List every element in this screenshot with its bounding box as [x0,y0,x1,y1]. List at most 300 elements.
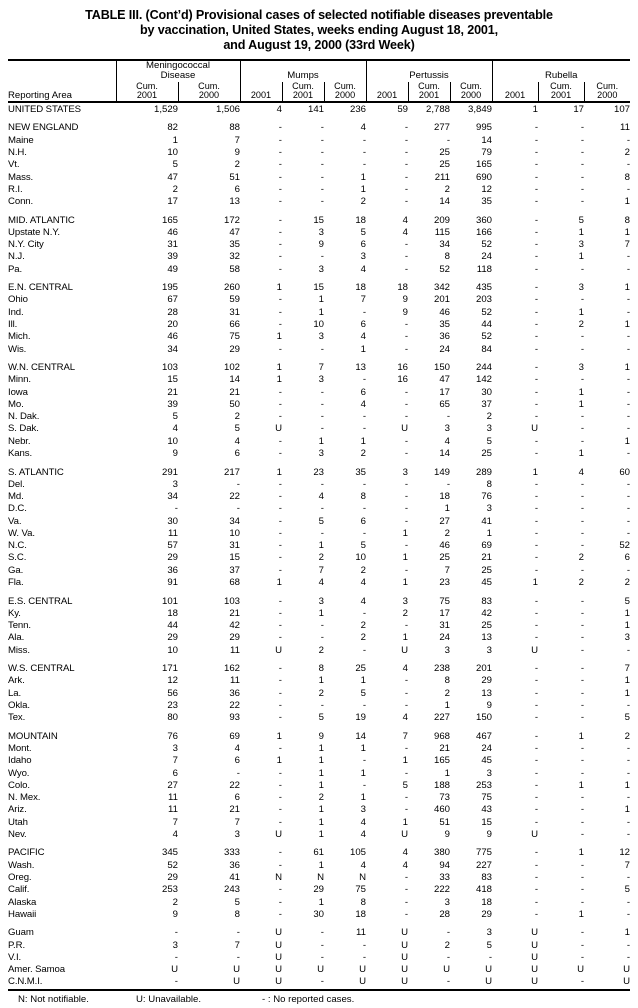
row-value-cell: 23 [439,577,451,589]
table-row [8,374,630,386]
row-value-cell: 94 [439,859,451,871]
row-value-cell: 1 [318,540,324,552]
row-value-cell: - [534,816,539,828]
row-value-cell: 36 [229,859,240,871]
row-value-cell: - [580,595,585,607]
column-group-mumps: Mumps [240,60,366,82]
row-value-cell: 203 [476,294,493,306]
row-value-cell: 460 [434,804,451,816]
row-value-cell: - [488,951,493,963]
row-value-cell: 3 [402,466,409,478]
row-value-cell: - [404,196,409,208]
row-value-cell: 6 [624,552,631,564]
row-value-cell: 10 [355,552,367,564]
row-value-cell: 2 [360,632,367,644]
row-value-cell: 15 [313,282,324,294]
row-value-cell: 1 [318,306,324,318]
row-value-cell: - [116,976,178,989]
row-value-cell: - [534,859,539,871]
row-value-cell: - [278,239,282,251]
row-value-cell: 13 [481,632,493,644]
row-value-cell: - [580,527,585,539]
row-value-cell: 1 [318,804,324,816]
footnote-no-reported-cases: - : No reported cases. [262,993,355,1005]
row-value-cell: 14 [439,448,451,460]
row-value-cell: 35 [355,466,367,478]
header-col-mumps-2001: 2001 [240,82,282,102]
row-value-cell: 46 [167,331,178,343]
row-reporting-area: Alaska [8,896,37,908]
row-value-cell: 28 [167,306,178,318]
row-value-cell: - [534,663,539,675]
row-value-cell: 1 [402,816,409,828]
row-value-cell: - [278,632,282,644]
row-value-cell: 3 [318,374,324,386]
row-value-cell: - [320,196,324,208]
row-value-cell: - [278,620,282,632]
row-reporting-area: D.C. [8,503,27,515]
row-value-cell: 6 [172,767,178,779]
row-reporting-area: Ohio [8,294,28,306]
row-value-cell: U [450,976,492,989]
row-value-cell: - [278,742,282,754]
row-value-cell: - [580,134,585,146]
row-value-cell: 25 [439,147,451,159]
table-row [8,196,630,208]
row-value-cell: - [626,478,631,490]
row-value-cell: - [580,804,585,816]
row-value-cell: 227 [434,712,451,724]
row-value-cell: 1 [276,374,282,386]
row-value-cell: 8 [318,663,324,675]
row-value-cell: - [580,196,585,208]
row-value-cell: 6 [234,792,240,804]
row-value-cell: 1 [402,552,409,564]
row-value-cell: 1 [360,792,367,804]
row-value-cell: - [580,927,585,939]
header-col-pertussis-cum2001: Cum. 2001 [408,82,450,102]
row-value-cell: - [534,779,539,791]
row-value-cell: 238 [434,663,451,675]
row-value-cell: 39 [167,398,178,410]
row-value-cell: 31 [229,306,240,318]
row-value-cell: 28 [439,908,451,920]
row-value-cell: 165 [434,755,451,767]
row-value-cell: - [534,159,539,171]
row-value-cell: - [534,294,539,306]
row-value-cell: 29 [167,632,178,644]
row-value-cell: U [275,828,282,840]
row-reporting-area: E.N. CENTRAL [8,282,73,294]
row-value-cell: 58 [229,263,240,275]
row-value-cell: U [401,828,409,840]
row-value-cell: 165 [161,214,178,226]
row-value-cell: 345 [161,847,178,859]
row-value-cell: 2 [234,411,240,423]
row-value-cell: U [178,976,240,989]
header-col-mening-cum2001: Cum. 2001 [116,82,178,102]
row-value-cell: U [531,828,539,840]
row-value-cell: - [362,951,367,963]
row-value-cell: - [626,871,631,883]
row-value-cell: 35 [481,196,493,208]
row-value-cell: - [278,343,282,355]
row-value-cell: 11 [356,927,367,939]
row-value-cell: - [626,503,631,515]
row-value-cell: 243 [223,884,240,896]
row-reporting-area: Maine [8,134,34,146]
row-value-cell: 7 [318,362,324,374]
table-row [8,565,630,577]
table-body [8,102,630,990]
row-value-cell: 37 [481,398,493,410]
row-value-cell: 11 [620,122,631,134]
row-reporting-area: N. Dak. [8,411,40,423]
row-value-cell: 5 [624,595,631,607]
row-value-cell: 3 [624,632,631,644]
row-value-cell: - [278,527,282,539]
row-value-cell: 5 [486,435,493,447]
row-value-cell: 5 [486,939,493,951]
table-row [8,282,630,294]
row-value-cell: 1 [318,828,324,840]
row-value-cell: - [534,282,539,294]
header-reporting-area: Reporting Area [8,82,116,102]
table-row [8,731,630,743]
row-value-cell: 9 [172,908,178,920]
row-value-cell: 690 [476,171,493,183]
row-value-cell: 149 [434,466,451,478]
table-row [8,184,630,196]
row-value-cell: - [404,908,409,920]
row-reporting-area: W.S. CENTRAL [8,663,75,675]
row-value-cell: U [275,644,282,656]
row-value-cell: 23 [167,699,178,711]
row-value-cell: - [580,503,585,515]
row-value-cell: 25 [481,564,493,576]
row-value-cell: - [278,226,282,238]
row-value-cell: 83 [481,595,493,607]
row-value-cell: 50 [229,398,240,410]
row-value-cell: 4 [360,398,367,410]
row-reporting-area: Ala. [8,632,25,644]
row-value-cell: 7 [234,939,240,951]
row-value-cell: - [278,435,282,447]
row-value-cell: U [485,964,493,976]
row-value-cell: - [278,816,282,828]
row-value-cell: 34 [167,343,178,355]
row-value-cell: 1 [360,767,367,779]
row-value-cell: U [577,964,585,976]
table-row [8,411,630,423]
row-value-cell: 1,529 [153,103,178,115]
table-row [8,423,630,435]
row-value-cell: 31 [229,540,240,552]
table-row [8,847,630,859]
row-value-cell: 380 [434,847,451,859]
row-value-cell: - [538,976,584,989]
row-value-cell: 209 [434,214,451,226]
row-reporting-area: S. ATLANTIC [8,466,64,478]
row-value-cell: N [317,871,324,883]
row-value-cell: - [626,183,631,195]
row-value-cell: - [580,632,585,644]
table-row [8,675,630,687]
row-value-cell: - [580,540,585,552]
row-value-cell: - [278,607,282,619]
row-value-cell: 1 [360,183,367,195]
row-value-cell: 21 [167,386,178,398]
column-group-meningococcal: Meningococcal Disease [116,60,240,82]
row-value-cell: - [278,171,282,183]
row-reporting-area: Utah [8,816,28,828]
row-value-cell: 1 [360,171,367,183]
row-value-cell: U [317,964,324,976]
row-value-cell: 7 [318,564,324,576]
row-value-cell: - [580,792,585,804]
table-row [8,516,630,528]
row-value-cell: - [626,411,631,423]
table-header [8,60,630,102]
row-value-cell: - [362,939,367,951]
row-value-cell: - [362,423,367,435]
row-value-cell: - [534,398,539,410]
row-value-cell: 17 [573,103,585,115]
table-row [8,700,630,712]
row-value-cell: - [534,503,539,515]
row-value-cell: 9 [318,730,324,742]
row-value-cell: 8 [234,908,240,920]
row-value-cell: 222 [434,884,451,896]
table-row [8,620,630,632]
row-value-cell: 1 [402,577,409,589]
row-value-cell: U [324,976,366,989]
header-col-mumps-cum2001: Cum. 2001 [282,82,324,102]
row-value-cell: - [278,792,282,804]
table-row [8,294,630,306]
row-value-cell: - [278,122,282,134]
row-value-cell: 4 [318,577,324,589]
row-value-cell: - [626,306,631,318]
row-value-cell: - [278,196,282,208]
row-value-cell: 59 [397,103,409,115]
row-value-cell: - [626,331,631,343]
row-value-cell: - [404,478,409,490]
row-value-cell: - [626,816,631,828]
row-value-cell: 52 [481,331,493,343]
row-value-cell: 15 [229,552,240,564]
row-value-cell: 1 [444,503,451,515]
row-value-cell: 10 [313,319,324,331]
row-value-cell: 4 [172,423,178,435]
row-value-cell: 4 [234,435,240,447]
row-value-cell: - [626,374,631,386]
row-value-cell: 2 [360,196,367,208]
row-value-cell: 995 [476,122,493,134]
row-value-cell: 8 [624,171,631,183]
row-value-cell: 83 [481,871,493,883]
row-value-cell: - [404,564,409,576]
row-value-cell: - [278,687,282,699]
table-row [8,780,630,792]
table-row [8,872,630,884]
row-value-cell: - [362,527,367,539]
row-value-cell: 68 [229,577,240,589]
row-value-cell: - [626,564,631,576]
row-value-cell: 201 [434,294,451,306]
table-row [8,743,630,755]
row-value-cell: 19 [355,712,367,724]
row-value-cell: 12 [167,675,178,687]
row-value-cell: 1 [578,306,585,318]
table-row [8,239,630,251]
row-value-cell: 75 [481,792,493,804]
row-value-cell: - [278,503,282,515]
row-value-cell: 8 [444,675,451,687]
row-value-cell: 2 [402,607,409,619]
row-value-cell: 4 [578,466,585,478]
row-value-cell: 236 [350,103,367,115]
row-reporting-area: Md. [8,491,24,503]
row-value-cell: - [534,478,539,490]
table-row [8,755,630,767]
row-reporting-area: E.S. CENTRAL [8,595,73,607]
row-value-cell: 5 [360,540,367,552]
row-value-cell: - [404,147,409,159]
table-row [8,804,630,816]
row-value-cell: 211 [434,171,451,183]
row-value-cell: 3 [318,226,324,238]
row-value-cell: - [580,816,585,828]
row-value-cell: 1 [578,398,585,410]
row-value-cell: 244 [476,362,493,374]
header-col-pertussis-2001: 2001 [366,82,408,102]
row-value-cell: 49 [167,263,178,275]
row-value-cell: 1 [318,435,324,447]
row-value-cell: - [404,675,409,687]
row-value-cell: 52 [481,239,493,251]
row-value-cell: - [278,712,282,724]
row-value-cell: - [534,448,539,460]
table-row [8,479,630,491]
table-row [8,307,630,319]
row-value-cell: - [404,503,409,515]
table-row [8,768,630,780]
row-value-cell: - [580,343,585,355]
row-value-cell: 165 [476,159,493,171]
header-col-rubella-2001: 2001 [492,82,538,102]
row-reporting-area: Upstate N.Y. [8,226,60,238]
row-value-cell: - [534,620,539,632]
header-col-pertussis-cum2000: Cum. 2000 [450,82,492,102]
row-value-cell: - [534,755,539,767]
row-value-cell: - [320,503,324,515]
table-row [8,817,630,829]
header-col-rubella-cum2000: Cum. 2000 [584,82,630,102]
row-value-cell: U [623,964,631,976]
row-value-cell: - [534,792,539,804]
row-reporting-area: Ill. [8,319,18,331]
row-value-cell: 4 [234,742,240,754]
row-value-cell: 12 [481,183,493,195]
row-value-cell: 75 [439,595,451,607]
row-value-cell: - [320,620,324,632]
row-value-cell: 23 [313,466,324,478]
row-value-cell: 3 [486,423,493,435]
row-value-cell: - [404,540,409,552]
table-row [8,159,630,171]
row-value-cell: - [278,699,282,711]
row-value-cell: 24 [439,632,451,644]
row-value-cell: - [320,423,324,435]
row-reporting-area: MID. ATLANTIC [8,214,75,226]
row-value-cell: 9 [172,448,178,460]
row-reporting-area: Wyo. [8,767,30,779]
row-value-cell: - [580,939,585,951]
row-value-cell: 33 [439,871,451,883]
row-value-cell: 4 [360,577,367,589]
row-value-cell: 289 [476,466,493,478]
row-value-cell: 142 [476,374,493,386]
row-value-cell: - [580,767,585,779]
row-value-cell: - [362,159,367,171]
row-value-cell: - [580,699,585,711]
table-row [8,227,630,239]
row-value-cell: - [626,398,631,410]
row-value-cell: - [580,331,585,343]
row-value-cell: 32 [229,251,240,263]
row-value-cell: 1 [276,362,282,374]
row-value-cell: - [580,644,585,656]
row-reporting-area: Ind. [8,306,24,318]
row-value-cell: - [580,564,585,576]
row-value-cell: 2 [444,687,451,699]
row-value-cell: - [278,294,282,306]
row-reporting-area: Miss. [8,644,30,656]
column-group-pertussis: Pertussis [366,60,492,82]
row-value-cell: 435 [476,282,493,294]
row-value-cell: 8 [360,896,367,908]
table-row [8,102,630,116]
row-value-cell: - [362,755,367,767]
row-value-cell: 2 [318,552,324,564]
table-row [8,362,630,374]
row-value-cell: 4 [402,663,409,675]
row-value-cell: - [580,423,585,435]
row-value-cell: 76 [167,730,178,742]
row-value-cell: 17 [439,386,451,398]
row-value-cell: - [362,644,367,656]
row-value-cell: 968 [434,730,451,742]
notifiable-diseases-table [8,59,630,991]
row-value-cell: 171 [161,663,178,675]
row-value-cell: - [362,306,367,318]
table-row [8,645,630,657]
row-value-cell: - [404,491,409,503]
row-value-cell: - [362,374,367,386]
row-value-cell: 11 [168,804,178,816]
row-value-cell: - [320,398,324,410]
row-value-cell: 7 [624,859,631,871]
table-row [8,577,630,589]
row-value-cell: 21 [229,607,240,619]
row-value-cell: - [534,386,539,398]
row-value-cell: - [404,251,409,263]
row-value-cell: - [320,134,324,146]
row-value-cell: U [443,964,451,976]
row-value-cell: 15 [481,816,493,828]
row-value-cell: 15 [313,214,324,226]
